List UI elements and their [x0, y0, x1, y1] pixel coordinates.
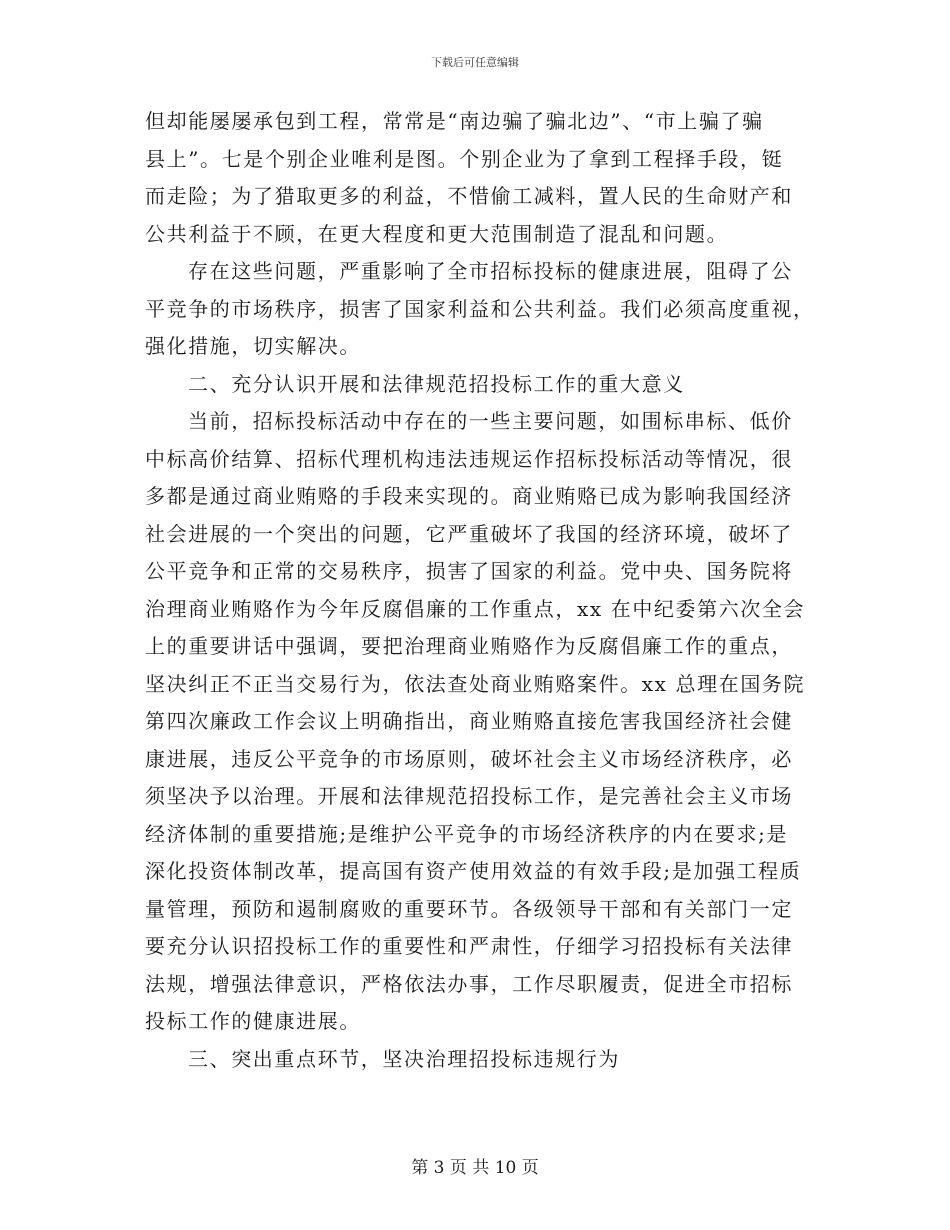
text-line: 但却能屡屡承包到工程，常常是“南边骗了骗北边”、“市上骗了骗 [145, 109, 764, 133]
text-line: 深化投资体制改革，提高国有资产使用效益的有效手段;是加强工程质 [145, 859, 802, 883]
text-line: 公共利益于不顾，在更大程度和更大范围制造了混乱和问题。 [145, 221, 729, 246]
document-body [145, 103, 815, 1078]
text-line: 社会进展的一个突出的问题，它严重破坏了我国的经济环境，破坏了 [145, 521, 793, 546]
text-line: 要充分认识招投标工作的重要性和严肃性，仔细学习招投标有关法律 [145, 934, 793, 958]
text-line: 上的重要讲话中强调，要把治理商业贿赂作为反腐倡廉工作的重点， [145, 634, 793, 658]
section-heading: 二、充分认识开展和法律规范招投标工作的重大意义 [188, 371, 685, 396]
text-line: 多都是通过商业贿赂的手段来实现的。商业贿赂已成为影响我国经济 [145, 484, 793, 508]
text-line: 投标工作的健康进展。 [145, 1009, 361, 1033]
section-heading: 三、突出重点环节，坚决治理招投标违规行为 [188, 1046, 620, 1071]
text-line: 强化措施，切实解决。 [145, 334, 361, 358]
text-line: 中标高价结算、招标代理机构违法违规运作招标投标活动等情况，很 [145, 446, 793, 471]
text-line: 量管理，预防和遏制腐败的重要环节。各级领导干部和有关部门一定 [145, 896, 793, 921]
text-line: 而走险；为了猎取更多的利益，不惜偷工减料，置人民的生命财产和 [145, 184, 793, 208]
paragraph-start-line: 存在这些问题，严重影响了全市招标投标的健康进展，阻碍了公 [188, 259, 793, 283]
text-line: 县上”。七是个别企业唯利是图。个别企业为了拿到工程择手段，铤 [145, 146, 784, 171]
text-line: 公平竞争和正常的交易秩序，损害了国家的利益。党中央、国务院将 [145, 559, 793, 583]
text-line: 治理商业贿赂作为今年反腐倡廉的工作重点，xx 在中纪委第六次全会 [145, 596, 806, 621]
text-line: 法规，增强法律意识，严格依法办事，工作尽职履责，促进全市招标 [145, 971, 793, 996]
text-line: 坚决纠正不正当交易行为，依法查处商业贿赂案件。xx 总理在国务院 [145, 671, 806, 696]
page-header-note: 下载后可任意编辑 [431, 56, 519, 69]
text-line: 须坚决予以治理。开展和法律规范招投标工作，是完善社会主义市场 [145, 784, 793, 808]
page-number-footer: 第 3 页 共 10 页 [411, 1158, 539, 1178]
text-line: 康进展，违反公平竞争的市场原则，破坏社会主义市场经济秩序，必 [145, 746, 793, 771]
text-line: 平竞争的市场秩序，损害了国家利益和公共利益。我们必须高度重视， [145, 296, 815, 321]
paragraph-start-line: 当前，招标投标活动中存在的一些主要问题，如围标串标、低价 [188, 409, 793, 433]
text-line: 经济体制的重要措施;是维护公平竞争的市场经济秩序的内在要求;是 [145, 821, 789, 846]
text-line: 第四次廉政工作会议上明确指出，商业贿赂直接危害我国经济社会健 [145, 709, 793, 733]
